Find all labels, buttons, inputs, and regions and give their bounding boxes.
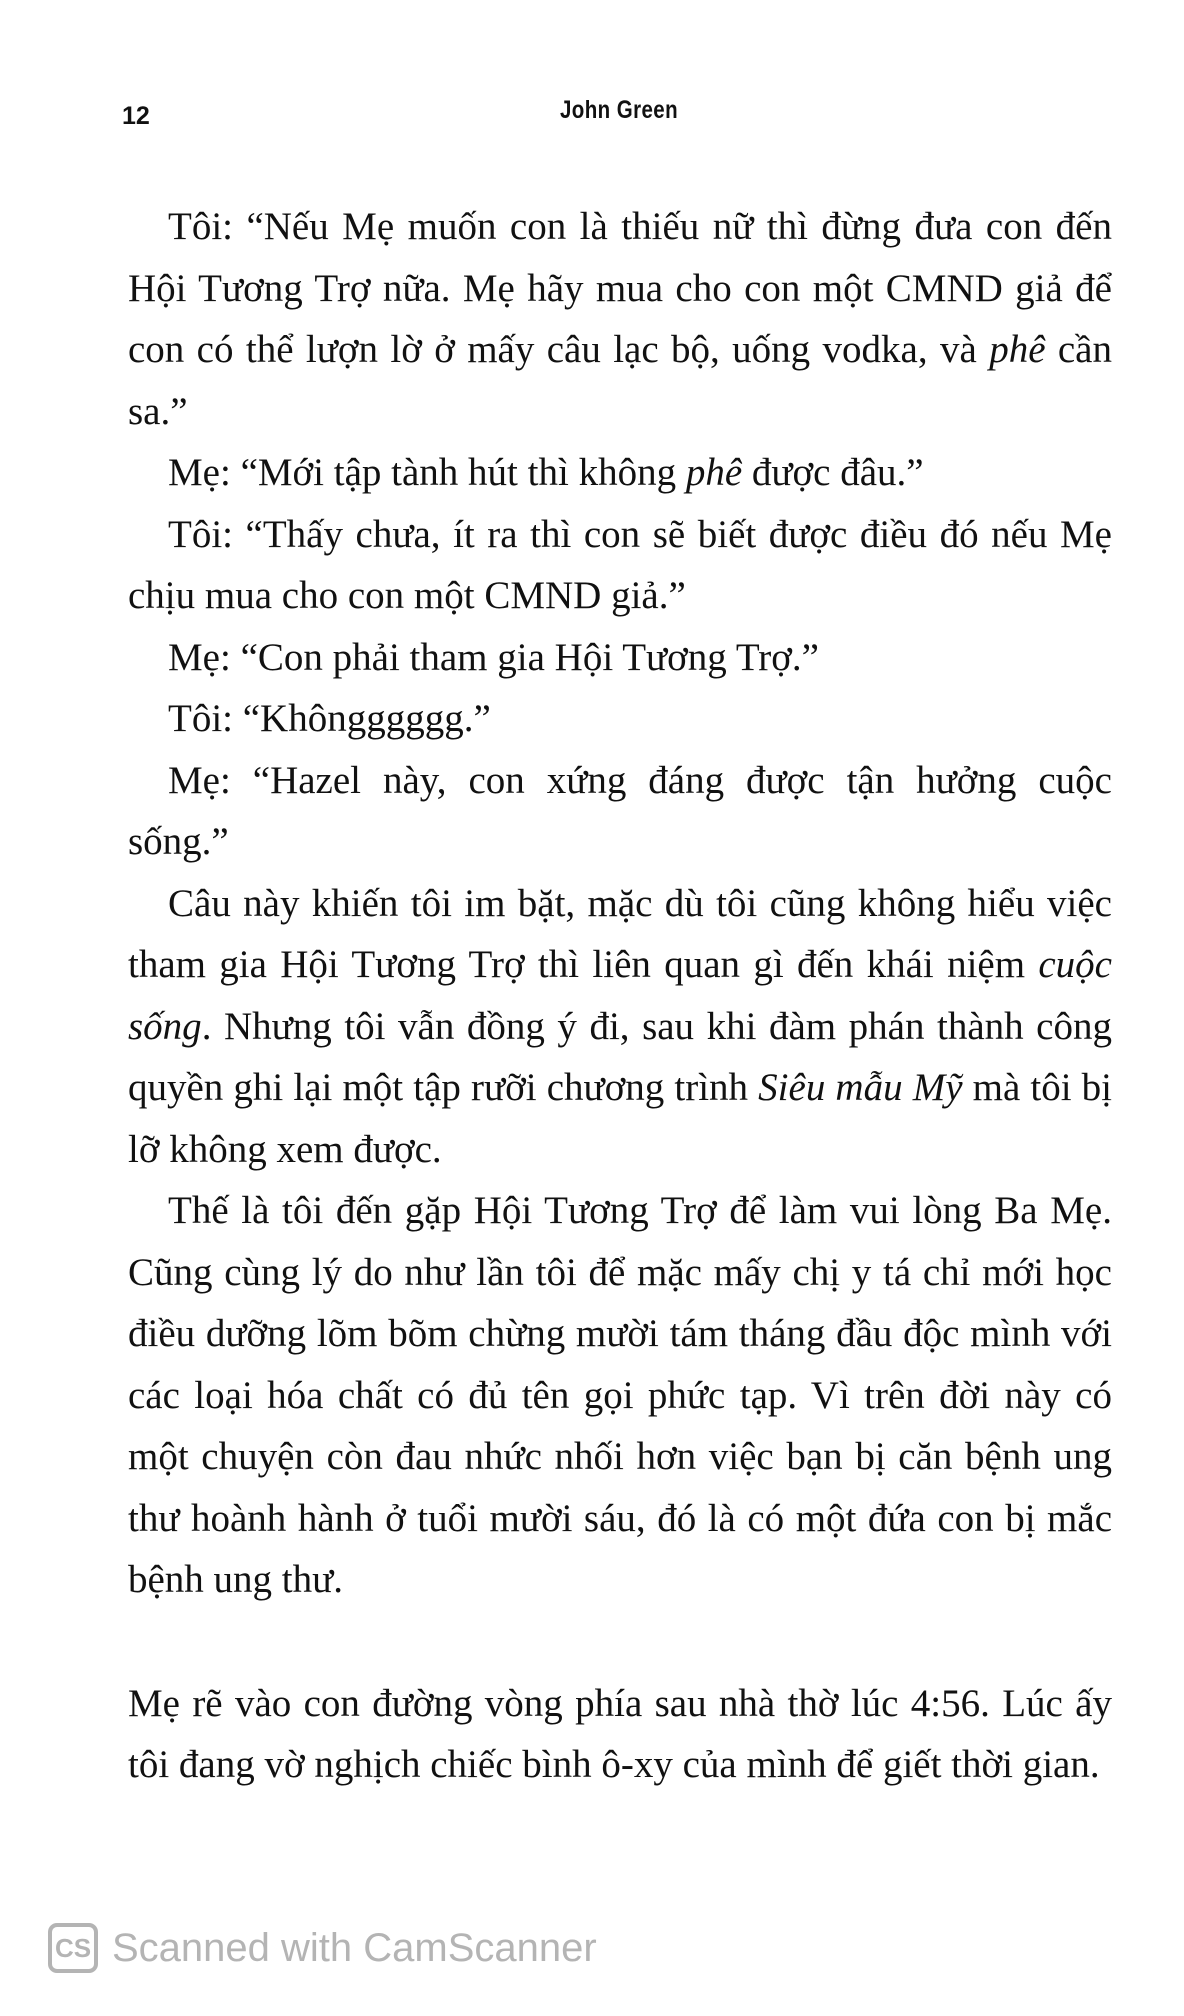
text-run: Tôi: “Khôngggggg.” <box>168 697 491 740</box>
body-text <box>128 196 1112 1796</box>
italic-text: cuộc sống <box>128 943 1112 1048</box>
paragraph <box>128 1180 1112 1611</box>
paragraph-section-start <box>128 1673 1112 1796</box>
paragraph <box>128 196 1112 442</box>
author-name: John Green <box>560 96 679 124</box>
page-number: 12 <box>122 102 150 130</box>
text-run: Mẹ rẽ vào con đường vòng phía sau nhà thờ lúc 4:56. Lúc ấy tôi đang vờ nghịch chiếc bình ô-xy của mình để giết thời gian. <box>128 1681 1112 1786</box>
text-run: Mẹ: “Mới tập tành hút thì không <box>168 451 686 494</box>
text-run: Thế là tôi đến gặp Hội Tương Trợ để làm vui lòng Ba Mẹ. Cũng cùng lý do như lần tôi để mặc mấy chị y tá chỉ mới học điều dưỡng lõm bõm chừng mười tám tháng đầu độc mình với các loại hóa chất có đủ tên gọi phức tạp. Vì trên đời này có một chuyện còn đau nhức nhối hơn việc bạn bị căn bệnh ung thư hoành hành ở tuổi mười sáu, đó là có một đứa con bị mắc bệnh ung thư. <box>128 1189 1112 1601</box>
running-head <box>122 96 1104 136</box>
paragraph <box>128 750 1112 873</box>
text-run: cần sa.” <box>128 328 1112 433</box>
paragraph <box>128 627 1112 689</box>
camscanner-logo-icon: CS <box>48 1923 98 1973</box>
text-run: được đâu.” <box>742 451 924 494</box>
paragraph <box>128 442 1112 504</box>
watermark-text: Scanned with CamScanner <box>112 1925 597 1970</box>
italic-text: phê <box>685 451 743 494</box>
paragraph <box>128 873 1112 1181</box>
text-run: Câu này khiến tôi im bặt, mặc dù tôi cũng không hiểu việc tham gia Hội Tương Trợ thì liên quan gì đến khái niệm <box>128 881 1112 986</box>
paragraph <box>128 688 1112 750</box>
italic-text: Siêu mẫu Mỹ <box>758 1066 963 1109</box>
camscanner-watermark <box>48 1918 597 1978</box>
text-run: Tôi: “Nếu Mẹ muốn con là thiếu nữ thì đừng đưa con đến Hội Tương Trợ nữa. Mẹ hãy mua cho con một CMND giả để con có thể lượn lờ ở mấy câu lạc bộ, uống vodka, và <box>128 205 1112 371</box>
italic-text: phê <box>989 328 1046 371</box>
text-run: Mẹ: “Hazel này, con xứng đáng được tận hưởng cuộc sống.” <box>128 758 1112 863</box>
text-run: . Nhưng tôi vẫn đồng ý đi, sau khi đàm phán thành công quyền ghi lại một tập rưỡi chương trình <box>128 1004 1112 1109</box>
text-run: Mẹ: “Con phải tham gia Hội Tương Trợ.” <box>168 635 819 679</box>
text-run: mà tôi bị lỡ không xem được. <box>128 1066 1113 1171</box>
paragraph <box>128 504 1112 627</box>
text-run: Tôi: “Thấy chưa, ít ra thì con sẽ biết được điều đó nếu Mẹ chịu mua cho con một CMND giả.” <box>128 512 1112 617</box>
